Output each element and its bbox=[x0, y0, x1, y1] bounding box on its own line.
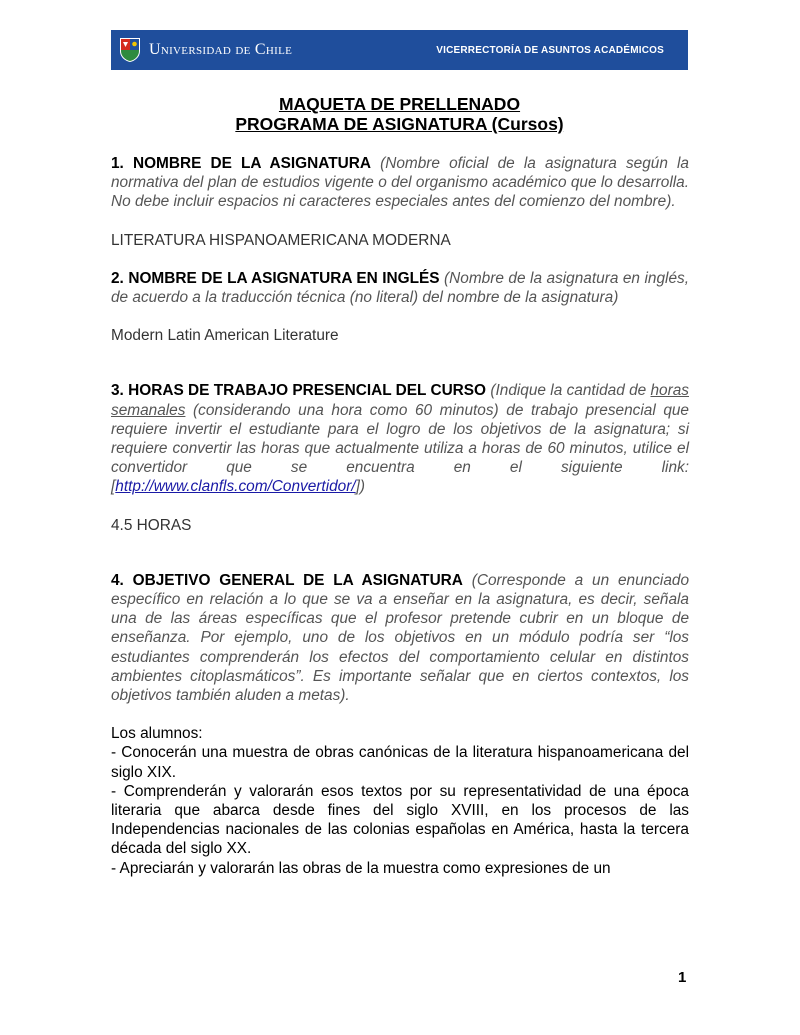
section-2 bbox=[111, 269, 689, 307]
document-body bbox=[111, 154, 689, 878]
header-banner bbox=[111, 30, 688, 70]
document-title bbox=[111, 94, 688, 134]
section-3-heading: 3. HORAS DE TRABAJO PRESENCIAL DEL CURSO bbox=[111, 382, 487, 400]
section-3-help-b: (considerando una hora como 60 minutos) de trabajo presencial que requiere invertir el estudiante para el logro de los objetivos de la asignatura; si requiere convertir las horas que actualmente utiliza a horas de 60 minutos, utilice el convertidor que se encuentra en el siguiente link: [ bbox=[111, 401, 689, 496]
section-1-help: (Nombre oficial de la asignatura según la normativa del plan de estudios vigente o del organismo académico que lo desarrolla. No debe incluir espacios ni caracteres especiales antes del comienzo del nombre). bbox=[111, 155, 689, 211]
page-number: 1 bbox=[678, 969, 687, 986]
section-2-heading: 2. NOMBRE DE LA ASIGNATURA EN INGLÉS bbox=[111, 269, 440, 287]
university-crest-icon bbox=[119, 37, 141, 63]
section-3-help-underlined: horas semanales bbox=[111, 382, 689, 419]
section-4-heading: 4. OBJETIVO GENERAL DE LA ASIGNATURA bbox=[111, 571, 463, 589]
converter-link[interactable]: http://www.clanfls.com/Convertidor/ bbox=[115, 478, 356, 496]
section-4-help: (Corresponde a un enunciado específico en relación a lo que se va a enseñar en la asignatura, es decir, señala una de las áreas específicas que el profesor pretende cubrir en un bloque de enseñanza. Por ejemplo, uno de los objetivos en un módulo podría ser “los estudiantes comprenderán los efectos del comportamiento celular en distintos ambientes citoplasmáticos”. Es importante señalar que en ciertos contextos, los objetivos también aluden a metas). bbox=[111, 571, 690, 705]
title-line-2: PROGRAMA DE ASIGNATURA (Cursos) bbox=[235, 114, 564, 134]
section-3 bbox=[111, 381, 689, 496]
section-4 bbox=[111, 571, 689, 705]
vicerrectoria-label: VICERRECTORÍA DE ASUNTOS ACADÉMICOS bbox=[436, 44, 664, 56]
university-name: Universidad de Chile bbox=[149, 41, 293, 58]
objective-item: - Comprenderán y valorarán esos textos por su representatividad de una época literaria que abarca desde fines del siglo XVIII, en los procesos de las Independencias nacionales de las colonias españolas en América, hasta la tercera década del siglo XX. bbox=[111, 782, 689, 858]
title-line-1: MAQUETA DE PRELLENADO bbox=[278, 94, 521, 114]
section-1-heading: 1. NOMBRE DE LA ASIGNATURA bbox=[111, 155, 371, 172]
section-1 bbox=[111, 154, 689, 212]
section-2-answer: Modern Latin American Literature bbox=[111, 327, 339, 345]
section-1-answer: LITERATURA HISPANOAMERICANA MODERNA bbox=[111, 231, 451, 249]
section-3-help-a: (Indique la cantidad de bbox=[490, 382, 647, 400]
objective-item: - Apreciarán y valorarán las obras de la muestra como expresiones de un bbox=[111, 859, 611, 877]
section-2-help: (Nombre de la asignatura en inglés, de acuerdo a la traducción técnica (no literal) del nombre de la asignatura) bbox=[111, 269, 689, 307]
section-4-intro: Los alumnos: bbox=[111, 725, 203, 743]
objective-item: - Conocerán una muestra de obras canónicas de la literatura hispanoamericana del siglo XIX. bbox=[111, 744, 689, 781]
section-3-help-c: ]) bbox=[355, 478, 366, 496]
section-3-answer: 4.5 HORAS bbox=[111, 516, 192, 534]
